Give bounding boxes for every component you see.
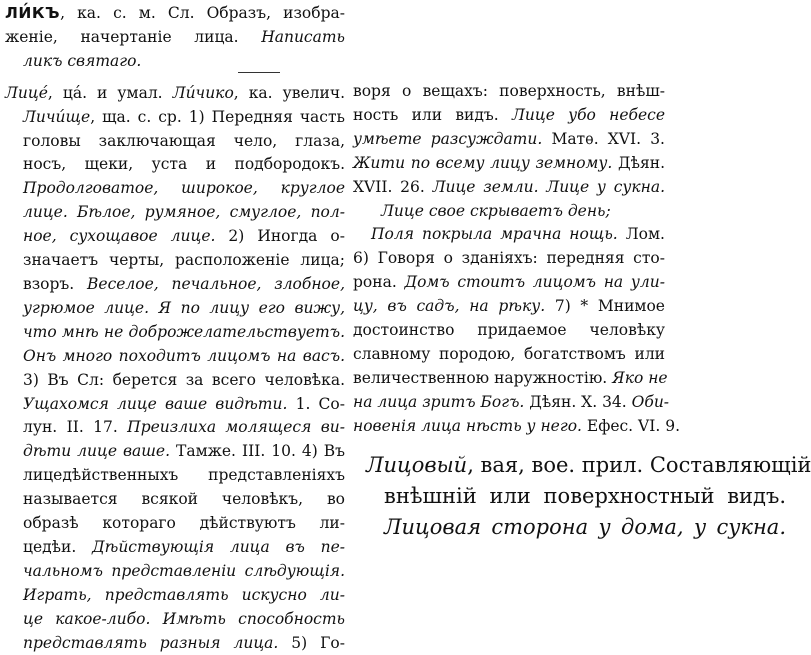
text-line	[353, 367, 668, 391]
text-line	[353, 80, 665, 104]
italic-text: Играть, представлять искусно ли-	[23, 585, 345, 604]
italic-text: Поля покрыла мрачна нощь.	[371, 225, 618, 244]
italic-text: Жити по всему лицу земному.	[353, 153, 613, 172]
italic-text: Дѣйствующія лица въ пе-	[92, 537, 345, 556]
text-run: , ца́. и умал.	[47, 83, 173, 102]
left-column	[5, 2, 345, 655]
text-run: ность или видъ.	[353, 105, 512, 124]
italic-text: Веселое, печальное, злобное,	[87, 274, 345, 293]
text-line	[353, 104, 665, 128]
text-run: , ка. увелич.	[233, 83, 346, 102]
text-line	[5, 225, 345, 249]
italic-text: Лицовый	[366, 453, 468, 477]
italic-text: Оби-	[631, 392, 670, 411]
italic-text: Продолговатое, широкое, круглое	[23, 179, 345, 198]
text-line	[5, 440, 345, 464]
italic-text: це какое-либо. Имѣть способность	[23, 609, 345, 628]
italic-text: новенія лица нѣсть у него.	[353, 416, 582, 435]
text-run: 6) Говоря о зданіяхъ: передняя сто-	[353, 249, 665, 268]
text-run: 7) * Мнимое	[545, 297, 665, 316]
text-line	[353, 415, 680, 439]
text-line	[5, 416, 345, 440]
text-run: величественною наружностію.	[353, 368, 613, 387]
text-line	[5, 201, 345, 225]
text-run: 3) Въ Сл: берется за всего человѣка.	[23, 370, 345, 389]
italic-text: Лице земли. Лице у сукна.	[432, 177, 665, 196]
text-run: цедѣи.	[23, 537, 93, 556]
text-run: рона.	[353, 273, 405, 292]
italic-text: Лице́	[5, 83, 48, 102]
italic-text: представлять разныя лица.	[23, 633, 279, 652]
text-line	[353, 271, 665, 295]
italic-text: цу, въ садъ, на рѣку.	[353, 297, 546, 316]
text-run: Дѣян. X. 34.	[524, 392, 632, 411]
text-line	[5, 297, 345, 321]
text-run: головы заключающая чело, глаза,	[23, 131, 345, 150]
text-line	[353, 200, 665, 224]
text-line	[353, 247, 665, 271]
text-line	[5, 2, 345, 26]
text-line	[5, 321, 345, 345]
italic-text: угрюмое лице. Я по лицу его вижу,	[23, 298, 345, 317]
text-line	[5, 488, 345, 512]
text-run: женіе, начертаніе лица.	[5, 27, 262, 46]
italic-text: Лице свое скрываетъ день;	[381, 201, 611, 220]
text-run: носъ, щеки, уста и подбородокъ.	[23, 155, 345, 174]
text-run: XVII. 26.	[353, 177, 433, 196]
text-run: 5) Го-	[278, 633, 345, 652]
italic-text: лице. Бѣлое, румяное, смуглое, пол-	[23, 203, 345, 222]
text-run: называется всякой человѣкъ, во	[23, 490, 345, 509]
text-line	[5, 464, 345, 488]
text-line	[353, 223, 665, 247]
italic-text: дѣти лице ваше.	[23, 442, 171, 461]
text-line	[366, 450, 811, 481]
italic-text: Домъ стоитъ лицомъ на ули-	[404, 273, 665, 292]
text-line	[5, 536, 345, 560]
text-line	[5, 560, 345, 584]
text-run: воря о вещахъ: поверхность, внѣш-	[353, 82, 665, 100]
italic-text: Лице убо небесе	[511, 105, 665, 124]
text-run: Дѣян.	[612, 153, 666, 172]
text-line	[5, 393, 345, 417]
text-line	[5, 106, 345, 130]
text-run: внѣшній или поверхностный видъ.	[384, 484, 786, 508]
text-run: , ка. с. м. Сл. Образъ, изобра-	[60, 4, 345, 22]
italic-text: Личи́ще	[23, 107, 91, 126]
text-run: Матѳ. XVI. 3.	[542, 129, 665, 148]
text-run: 2) Иногда о-	[215, 227, 345, 246]
italic-text: что мнѣ не доброжелательствуетъ.	[23, 322, 345, 341]
italic-text: Ущахомся лице ваше видѣти.	[23, 394, 288, 413]
text-line	[5, 369, 345, 393]
italic-text: Онъ много походитъ лицомъ на васъ.	[23, 346, 345, 365]
text-line	[5, 249, 345, 273]
text-line	[5, 153, 345, 177]
italic-text: Яко не	[612, 368, 668, 387]
italic-text: ликъ святаго.	[23, 51, 142, 70]
text-line	[5, 50, 345, 74]
text-run: взоръ.	[23, 274, 87, 293]
text-line	[353, 319, 665, 343]
text-line	[366, 481, 786, 512]
italic-text: Написать	[261, 27, 345, 46]
text-run: достоинство придаемое человѣку	[353, 321, 665, 340]
text-line	[353, 176, 665, 200]
text-line	[353, 128, 665, 152]
text-run: , вая, вое. прил. Составляющій	[467, 453, 811, 477]
italic-text: ное, сухощавое лице.	[23, 227, 216, 246]
text-line	[5, 273, 345, 297]
text-line	[353, 391, 670, 415]
headword: ЛИ́КЪ	[5, 4, 61, 22]
italic-text: Лицовая сторона у дома, у сукна.	[384, 515, 786, 539]
entry-litsovyi	[366, 450, 811, 543]
italic-text: Преизлиха молящеся ви-	[127, 418, 345, 437]
text-line	[5, 512, 345, 536]
text-line	[353, 295, 665, 319]
text-run: образѣ котораго дѣйствуютъ ли-	[23, 514, 345, 533]
text-run: славному породою, богатствомъ или	[353, 344, 665, 363]
text-run: Тамже. III. 10. 4) Въ	[170, 442, 345, 461]
text-line	[5, 177, 345, 201]
italic-text: на лица зритъ Богъ.	[353, 392, 525, 411]
right-column	[353, 80, 680, 439]
text-line	[5, 345, 345, 369]
italic-text: умѣете разсуждати.	[353, 129, 543, 148]
text-run: Ефес. VI. 9.	[581, 416, 680, 435]
text-run: 1. Со-	[287, 394, 345, 413]
text-line	[5, 130, 345, 154]
text-run: , ща. с. ср. 1) Передняя часть	[90, 107, 345, 126]
text-line	[5, 608, 345, 632]
italic-text: Ли́чико	[172, 83, 234, 102]
text-line	[353, 152, 665, 176]
text-line	[5, 26, 345, 50]
text-run: значаетъ черты, расположеніе лица;	[23, 251, 345, 270]
text-line	[5, 632, 345, 655]
italic-text: чальномъ представленіи слѣдующія.	[23, 561, 345, 580]
text-line	[353, 343, 665, 367]
text-run: Лом.	[617, 225, 665, 244]
separator-rule	[238, 72, 280, 73]
text-run: лицедѣйственныхъ представленіяхъ	[23, 466, 345, 485]
text-line	[5, 584, 345, 608]
text-line	[5, 82, 345, 106]
text-line	[366, 512, 786, 543]
text-run: лун. II. 17.	[23, 418, 128, 437]
